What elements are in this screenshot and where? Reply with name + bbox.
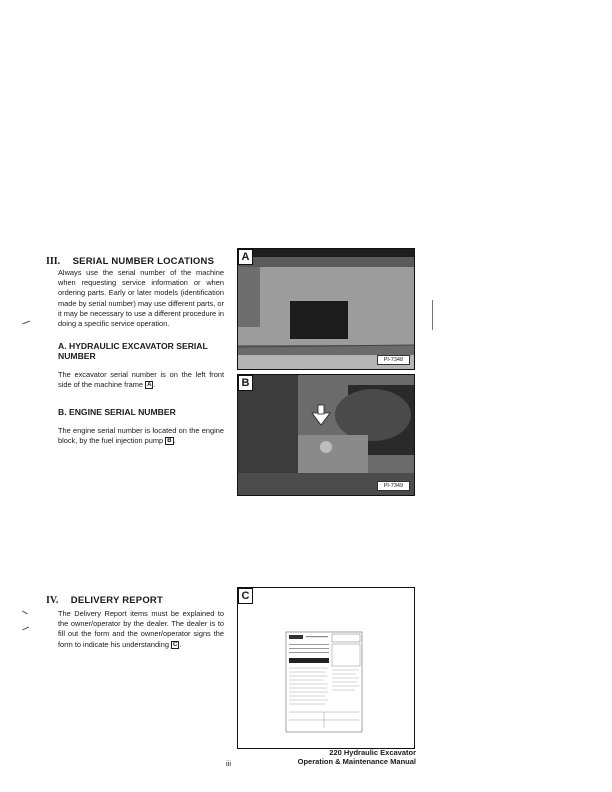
section-roman: IV.: [46, 595, 59, 606]
figure-c: [237, 587, 415, 749]
footer-title-line-1: 220 Hydraulic Excavator: [329, 748, 416, 757]
section-4-end: .: [179, 639, 182, 649]
section-roman: III.: [46, 256, 61, 267]
sub-b-heading: B. ENGINE SERIAL NUMBER: [58, 407, 176, 417]
figure-b-caption: PI-7349: [377, 481, 410, 491]
footer-title: [298, 748, 416, 766]
sub-a-heading: A. HYDRAULIC EXCAVATOR SERIAL NUMBER: [58, 341, 208, 361]
sub-b-text: [58, 426, 224, 446]
section-title: SERIAL NUMBER LOCATIONS: [72, 256, 215, 267]
figure-b-photo: [238, 375, 415, 496]
section-4-text: [58, 609, 224, 650]
footer-title-line-2: Operation & Maintenance Manual: [297, 757, 416, 766]
figure-ref-a: A: [147, 382, 152, 389]
figure-b: [237, 374, 415, 496]
figure-a-caption: PI-7348: [377, 355, 410, 365]
section-4-text-body: The Delivery Report items must be explained to the owner/operator by the dealer. The dealer is to fill out the form and the owner/operator signs the form to indicate his understanding: [58, 609, 224, 649]
sub-a-text: [58, 370, 224, 390]
figure-a-label: A: [238, 249, 253, 265]
delivery-report-form-image: [238, 588, 415, 749]
margin-mark: [22, 611, 27, 615]
figure-ref-c: C: [173, 641, 178, 648]
sub-b-end: .: [173, 436, 176, 446]
figure-a: [237, 248, 415, 370]
sub-a-text-body: The excavator serial number is on the left front side of the machine frame: [58, 370, 224, 390]
section-title: DELIVERY REPORT: [70, 595, 163, 606]
figure-b-label: B: [238, 375, 253, 391]
section-3-intro: Always use the serial number of the machine when requesting service information or when ordering parts. Early or later models (identification made by serial number) may use different parts, or it may be necessary to use a different procedure in doing a specific service operation.: [58, 268, 224, 329]
figure-ref-b: B: [167, 438, 172, 445]
sub-a-end: .: [153, 380, 156, 390]
figure-c-label: C: [238, 588, 253, 604]
margin-mark: [22, 627, 29, 630]
section-3-heading: [46, 251, 214, 269]
page-number: iii: [226, 759, 231, 768]
figure-a-photo: [238, 249, 415, 370]
sub-b-text-body: The engine serial number is located on the engine block, by the fuel injection pump: [58, 426, 224, 446]
margin-mark: [22, 321, 30, 324]
margin-mark: [432, 300, 433, 330]
section-4-heading: [46, 590, 163, 608]
